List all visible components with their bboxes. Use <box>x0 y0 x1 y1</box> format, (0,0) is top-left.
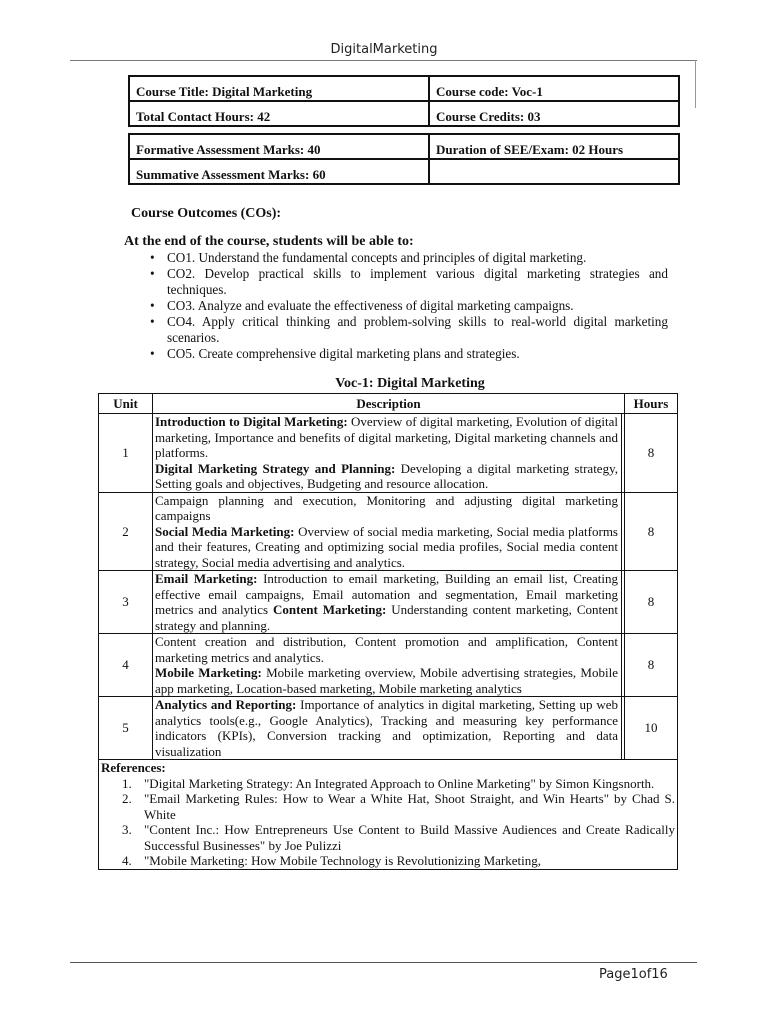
topic-title: Digital Marketing Strategy and Planning: <box>155 460 396 476</box>
course-title-cell: Course Title: Digital Marketing <box>129 76 429 101</box>
unit-hours: 8 <box>625 571 678 634</box>
syllabus-header-row <box>99 394 678 414</box>
topic-text: Importance of analytics in digital marketing, Setting up web analytics tools(e.g., Google Analytics), Tracking and measuring key performance indicators (KPIs), Conversion tracking and optimization, Reporting and data visualization <box>155 697 618 759</box>
table-row <box>99 634 678 697</box>
page-header-title: DigitalMarketing <box>330 42 438 57</box>
reference-item <box>101 776 675 792</box>
topic-text: Content creation and distribution, Content promotion and amplification, Content marketing metrics and analytics. <box>155 634 618 665</box>
reference-text: "Content Inc.: How Entrepreneurs Use Content to Build Massive Audiences and Create Radically Successful Businesses" by Joe Pulizzi <box>144 822 675 853</box>
footer-rule <box>70 962 697 963</box>
topic-text: Developing a digital marketing strategy, Setting goals and objectives, Budgeting and resource allocation. <box>155 460 618 491</box>
unit-description <box>153 414 625 493</box>
course-outcomes-list <box>150 250 668 362</box>
reference-number: 3. <box>122 822 132 837</box>
unit-number: 3 <box>99 571 153 634</box>
unit-description <box>153 634 625 697</box>
course-outcomes-intro: At the end of the course, students will be able to: <box>124 234 414 249</box>
syllabus-table <box>98 393 678 870</box>
unit-number: 2 <box>99 492 153 571</box>
unit-number: 1 <box>99 414 153 493</box>
unit-description <box>153 697 625 760</box>
reference-number: 4. <box>122 853 132 868</box>
topic-text: Introduction to email marketing, Building an email list, Creating effective email campaigns, Email automation and segmentation, Email marketing metrics and analytics <box>155 571 619 617</box>
description-column-header: Description <box>153 394 625 414</box>
references-list <box>101 776 675 869</box>
unit-number: 4 <box>99 634 153 697</box>
course-outcomes-heading: Course Outcomes (COs): <box>131 206 282 221</box>
topic-title: Analytics and Reporting: <box>155 697 297 712</box>
course-outcome-item: • CO4. Apply critical thinking and problem-solving skills to real-world digital marketing scenarios. <box>150 314 668 346</box>
reference-item <box>101 822 675 853</box>
table-row <box>99 571 678 634</box>
references-heading: References: <box>101 760 166 775</box>
topic-text: Overview of digital marketing, Evolution of digital marketing, Importance and benefits of digital marketing, Digital marketing channels and platforms. <box>155 414 618 460</box>
references-row <box>99 760 678 870</box>
unit-description <box>153 492 625 571</box>
reference-number: 1. <box>122 775 132 791</box>
topic-text: Campaign planning and execution, Monitoring and adjusting digital marketing campaigns <box>155 492 618 523</box>
reference-item <box>101 791 675 822</box>
table-row <box>99 697 678 760</box>
course-credits-cell: Course Credits: 03 <box>429 101 679 126</box>
topic-title: Introduction to Digital Marketing: <box>155 414 348 429</box>
topic-text: Overview of social media marketing, Social media platforms and their features, Creating and optimizing social media profiles, Social media content strategy, Social media advertising and analytics. <box>155 523 618 570</box>
exam-duration-cell: Duration of SEE/Exam: 02 Hours <box>429 134 679 159</box>
unit-hours: 8 <box>625 492 678 571</box>
reference-item <box>101 853 675 869</box>
topic-text: Understanding content marketing, Content strategy and planning. <box>155 602 618 633</box>
unit-hours: 8 <box>625 634 678 697</box>
course-code-cell: Course code: Voc-1 <box>429 76 679 101</box>
course-outcome-item: • CO2. Develop practical skills to implement various digital marketing strategies and techniques. <box>150 266 668 298</box>
unit-hours: 8 <box>625 414 678 493</box>
topic-text: Mobile marketing overview, Mobile advertising strategies, Mobile app marketing, Location-based marketing, Mobile marketing analytics <box>155 665 618 696</box>
reference-number: 2. <box>122 791 132 806</box>
topic-title: Mobile Marketing: <box>155 665 262 680</box>
reference-text: "Mobile Marketing: How Mobile Technology is Revolutionizing Marketing, <box>144 853 541 868</box>
empty-cell <box>429 159 679 184</box>
topic-title: Social Media Marketing: <box>155 523 295 539</box>
course-outcome-item: • CO1. Understand the fundamental concepts and principles of digital marketing. <box>150 250 668 266</box>
syllabus-title: Voc-1: Digital Marketing <box>335 376 485 391</box>
course-info-table-top <box>128 75 680 127</box>
unit-description <box>153 571 625 634</box>
header-rule <box>70 60 697 61</box>
references-cell <box>99 760 678 870</box>
page-number: Page1of16 <box>599 967 668 982</box>
reference-text: "Email Marketing Rules: How to Wear a White Hat, Shoot Straight, and Win Hearts" by Chad S. White <box>144 791 675 822</box>
unit-hours: 10 <box>625 697 678 760</box>
course-outcome-item: • CO5. Create comprehensive digital marketing plans and strategies. <box>150 346 668 362</box>
reference-text: "Digital Marketing Strategy: An Integrated Approach to Online Marketing" by Simon Kingsnorth. <box>144 775 655 791</box>
summative-marks-cell: Summative Assessment Marks: 60 <box>129 159 429 184</box>
contact-hours-cell: Total Contact Hours: 42 <box>129 101 429 126</box>
course-info-table-bottom <box>128 133 680 185</box>
unit-column-header: Unit <box>99 394 153 414</box>
course-outcome-item: • CO3. Analyze and evaluate the effectiveness of digital marketing campaigns. <box>150 298 668 314</box>
formative-marks-cell: Formative Assessment Marks: 40 <box>129 134 429 159</box>
hours-column-header: Hours <box>625 394 678 414</box>
unit-number: 5 <box>99 697 153 760</box>
table-row <box>99 414 678 493</box>
topic-title: Content Marketing: <box>273 602 387 617</box>
header-rule-vertical <box>695 60 696 108</box>
topic-title: Email Marketing: <box>155 571 258 586</box>
table-row <box>99 492 678 571</box>
